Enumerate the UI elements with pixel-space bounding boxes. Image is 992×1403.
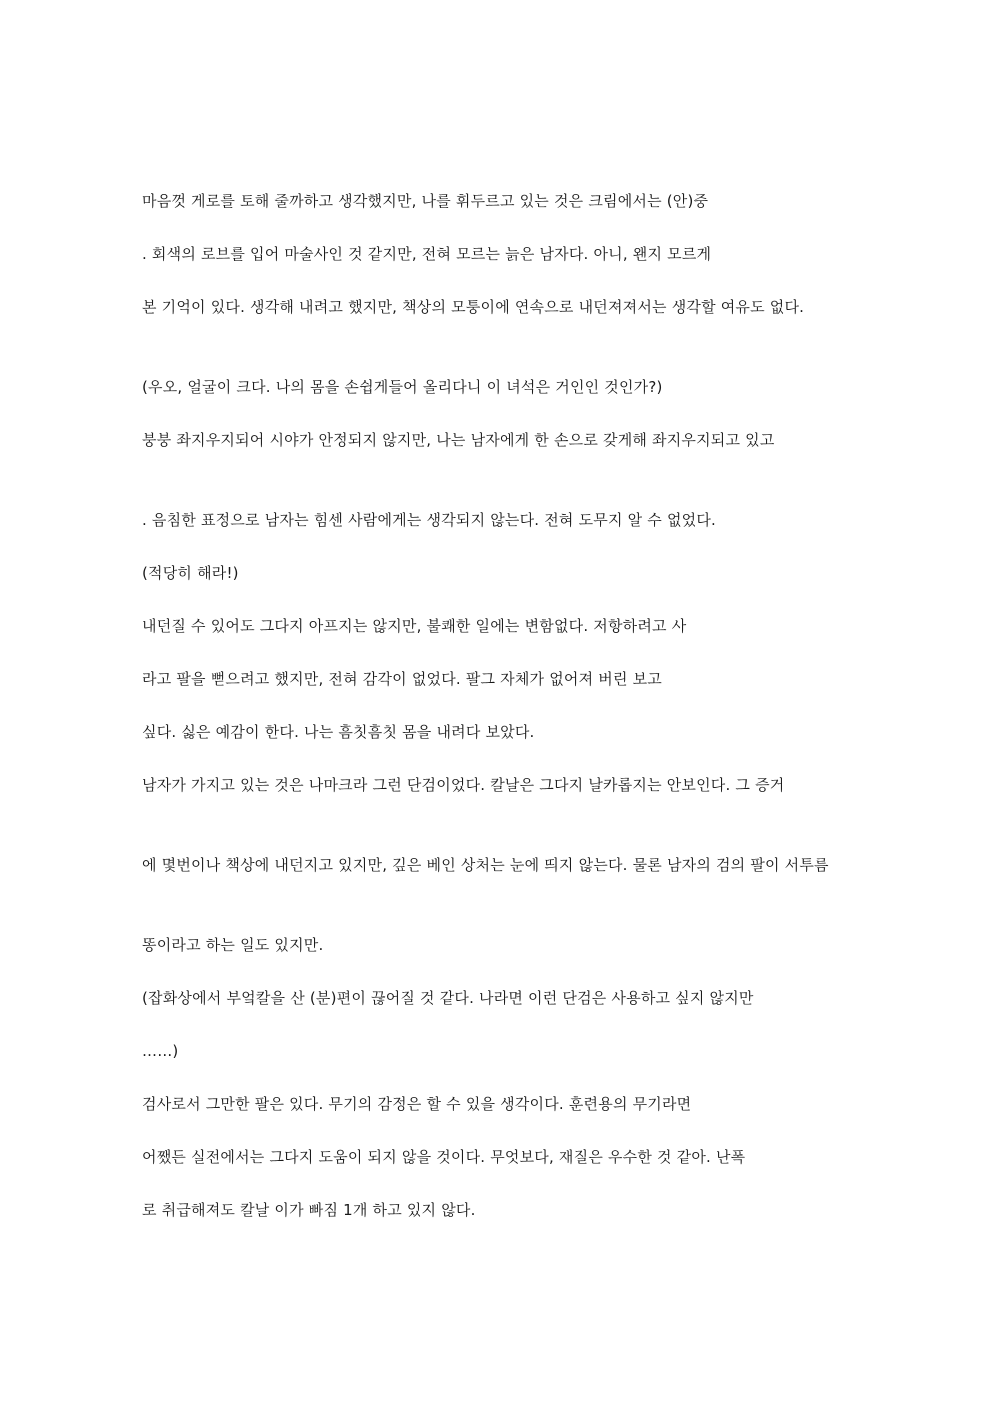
paragraph: 싶다. 싫은 예감이 한다. 나는 흠칫흠칫 몸을 내려다 보았다. [142, 723, 535, 741]
paragraph: 내던질 수 있어도 그다지 아프지는 않지만, 불쾌한 일에는 변함없다. 저항하려고 사 [142, 617, 687, 635]
paragraph: (적당히 해라!) [142, 564, 239, 582]
paragraph: 에 몇번이나 책상에 내던지고 있지만, 깊은 베인 상처는 눈에 띄지 않는다. 물론 남자의 검의 팔이 서투름 [142, 856, 829, 874]
paragraph: 남자가 가지고 있는 것은 나마크라 그런 단검이었다. 칼날은 그다지 날카롭지는 안보인다. 그 증거 [142, 776, 785, 794]
paragraph: (잡화상에서 부엌칼을 산 (분)편이 끊어질 것 같다. 나라면 이런 단검은 사용하고 싶지 않지만 [142, 989, 754, 1007]
paragraph: 본 기억이 있다. 생각해 내려고 했지만, 책상의 모퉁이에 연속으로 내던져져서는 생각할 여유도 없다. [142, 298, 805, 316]
paragraph: . 회색의 로브를 입어 마술사인 것 같지만, 전혀 모르는 늙은 남자다. 아니, 왠지 모르게 [142, 245, 712, 263]
paragraph: 어쨌든 실전에서는 그다지 도움이 되지 않을 것이다. 무엇보다, 재질은 우수한 것 같아. 난폭 [142, 1148, 746, 1166]
paragraph: 똥이라고 하는 일도 있지만. [142, 936, 324, 954]
paragraph: ……) [142, 1042, 179, 1060]
paragraph: 로 취급해져도 칼날 이가 빠짐 1개 하고 있지 않다. [142, 1201, 476, 1219]
paragraph: 붕붕 좌지우지되어 시야가 안정되지 않지만, 나는 남자에게 한 손으로 갖게해 좌지우지되고 있고 [142, 431, 775, 449]
paragraph: 라고 팔을 뻗으려고 했지만, 전혀 감각이 없었다. 팔그 자체가 없어져 버린 보고 [142, 670, 662, 688]
paragraph: . 음침한 표정으로 남자는 힘센 사람에게는 생각되지 않는다. 전혀 도무지 알 수 없었다. [142, 511, 716, 529]
paragraph: 마음껏 게로를 토해 줄까하고 생각했지만, 나를 휘두르고 있는 것은 크림에서는 (안)중 [142, 192, 709, 210]
paragraph: 검사로서 그만한 팔은 있다. 무기의 감정은 할 수 있을 생각이다. 훈련용의 무기라면 [142, 1095, 692, 1113]
paragraph: (우오, 얼굴이 크다. 나의 몸을 손쉽게들어 올리다니 이 녀석은 거인인 것인가?) [142, 378, 663, 396]
